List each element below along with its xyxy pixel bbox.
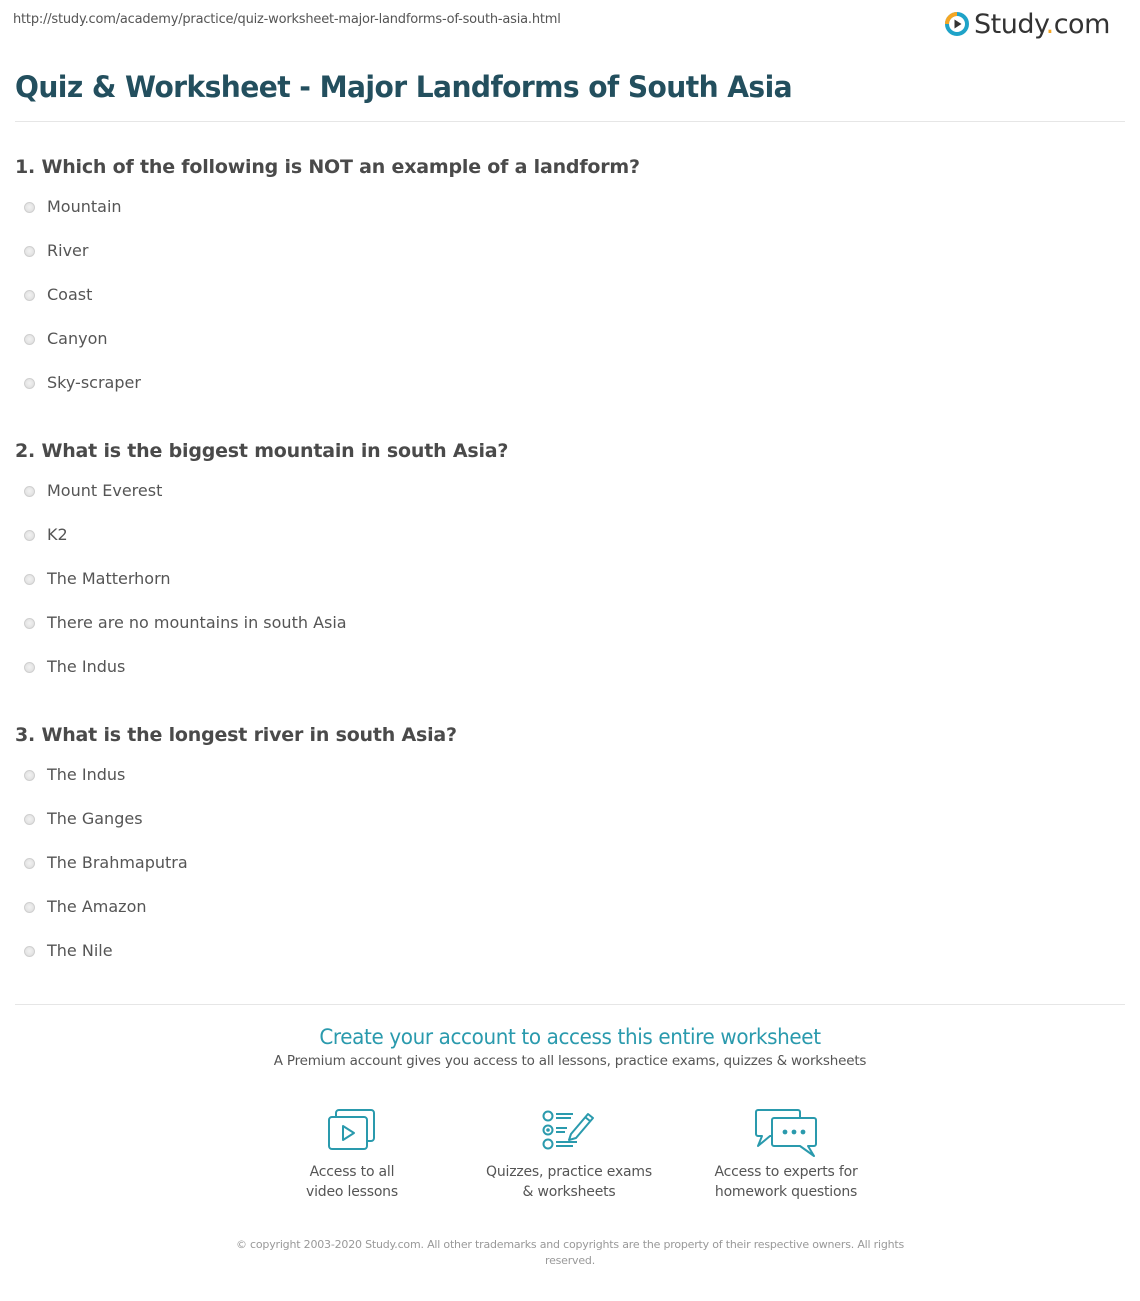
radio-button[interactable] xyxy=(24,246,35,257)
feature-label-line: Access to all xyxy=(309,1164,395,1180)
logo-text xyxy=(974,9,1110,40)
feature-label-line: Access to experts for xyxy=(714,1164,858,1180)
option-label: The Nile xyxy=(47,941,113,960)
answer-options xyxy=(15,195,640,415)
copyright-footer: © copyright 2003-2020 Study.com. All other trademarks and copyrights are the property of their respective owners. All rights reserved. xyxy=(235,1238,905,1267)
answer-option[interactable] xyxy=(15,895,457,939)
option-label: The Matterhorn xyxy=(47,569,171,588)
cta-subtitle: A Premium account gives you access to all lessons, practice exams, quizzes & worksheets xyxy=(273,1053,867,1069)
option-label: Sky-scraper xyxy=(47,373,141,392)
feature-label-line: & worksheets xyxy=(522,1184,616,1200)
question-text: 2. What is the biggest mountain in south Asia? xyxy=(15,440,509,462)
option-label: The Indus xyxy=(47,765,126,784)
answer-option[interactable] xyxy=(15,567,508,611)
feature-label-line: video lessons xyxy=(306,1184,398,1200)
answer-option[interactable] xyxy=(15,939,457,983)
page-url: http://study.com/academy/practice/quiz-worksheet-major-landforms-of-south-asia.html xyxy=(13,12,561,27)
radio-button[interactable] xyxy=(24,662,35,673)
radio-button[interactable] xyxy=(24,858,35,869)
answer-option[interactable] xyxy=(15,611,508,655)
option-label: The Indus xyxy=(47,657,126,676)
question-1 xyxy=(15,153,640,415)
answer-option[interactable] xyxy=(15,479,508,523)
chat-bubbles-icon xyxy=(754,1108,818,1158)
question-text: 1. Which of the following is NOT an example of a landform? xyxy=(15,156,640,178)
cta-title-link[interactable]: Create your account to access this entire worksheet xyxy=(319,1025,821,1049)
answer-option[interactable] xyxy=(15,327,640,371)
feature-label xyxy=(469,1162,669,1202)
logo-name: Study xyxy=(974,8,1046,40)
radio-button[interactable] xyxy=(24,814,35,825)
option-label: Mount Everest xyxy=(47,481,163,500)
answer-option[interactable] xyxy=(15,371,640,415)
answer-options xyxy=(15,479,508,699)
play-circle-icon xyxy=(944,11,970,37)
option-label: The Amazon xyxy=(47,897,147,916)
page-title: Quiz & Worksheet - Major Landforms of South Asia xyxy=(15,70,793,104)
option-label: There are no mountains in south Asia xyxy=(47,613,347,632)
radio-button[interactable] xyxy=(24,530,35,541)
option-label: River xyxy=(47,241,89,260)
radio-button[interactable] xyxy=(24,334,35,345)
logo-suffix: com xyxy=(1053,8,1110,40)
answer-option[interactable] xyxy=(15,195,640,239)
answer-option[interactable] xyxy=(15,851,457,895)
answer-option[interactable] xyxy=(15,763,457,807)
cta-divider xyxy=(15,1004,1125,1005)
feature-label-line: Quizzes, practice exams xyxy=(486,1164,652,1180)
option-label: The Ganges xyxy=(47,809,143,828)
answer-option[interactable] xyxy=(15,523,508,567)
feature-label-line: homework questions xyxy=(714,1184,858,1200)
option-label: Coast xyxy=(47,285,93,304)
feature-label xyxy=(252,1162,452,1202)
feature-label xyxy=(686,1162,886,1202)
answer-option[interactable] xyxy=(15,655,508,699)
radio-button[interactable] xyxy=(24,902,35,913)
quiz-checklist-icon xyxy=(541,1108,597,1152)
answer-option[interactable] xyxy=(15,807,457,851)
title-divider xyxy=(15,121,1125,122)
video-lessons-icon xyxy=(326,1108,378,1152)
feature-video-lessons xyxy=(252,1108,452,1202)
question-3 xyxy=(15,721,457,983)
question-2 xyxy=(15,437,508,699)
logo-dot: . xyxy=(1045,8,1054,40)
radio-button[interactable] xyxy=(24,770,35,781)
option-label: K2 xyxy=(47,525,68,544)
feature-experts xyxy=(686,1108,886,1202)
feature-quizzes xyxy=(469,1108,669,1202)
radio-button[interactable] xyxy=(24,618,35,629)
radio-button[interactable] xyxy=(24,486,35,497)
option-label: Mountain xyxy=(47,197,122,216)
radio-button[interactable] xyxy=(24,290,35,301)
option-label: Canyon xyxy=(47,329,108,348)
question-text: 3. What is the longest river in south Asia? xyxy=(15,724,457,746)
radio-button[interactable] xyxy=(24,202,35,213)
option-label: The Brahmaputra xyxy=(47,853,188,872)
radio-button[interactable] xyxy=(24,378,35,389)
answer-option[interactable] xyxy=(15,239,640,283)
answer-options xyxy=(15,763,457,983)
answer-option[interactable] xyxy=(15,283,640,327)
radio-button[interactable] xyxy=(24,946,35,957)
signup-cta xyxy=(0,1025,1140,1069)
radio-button[interactable] xyxy=(24,574,35,585)
study-logo[interactable] xyxy=(944,8,1110,40)
